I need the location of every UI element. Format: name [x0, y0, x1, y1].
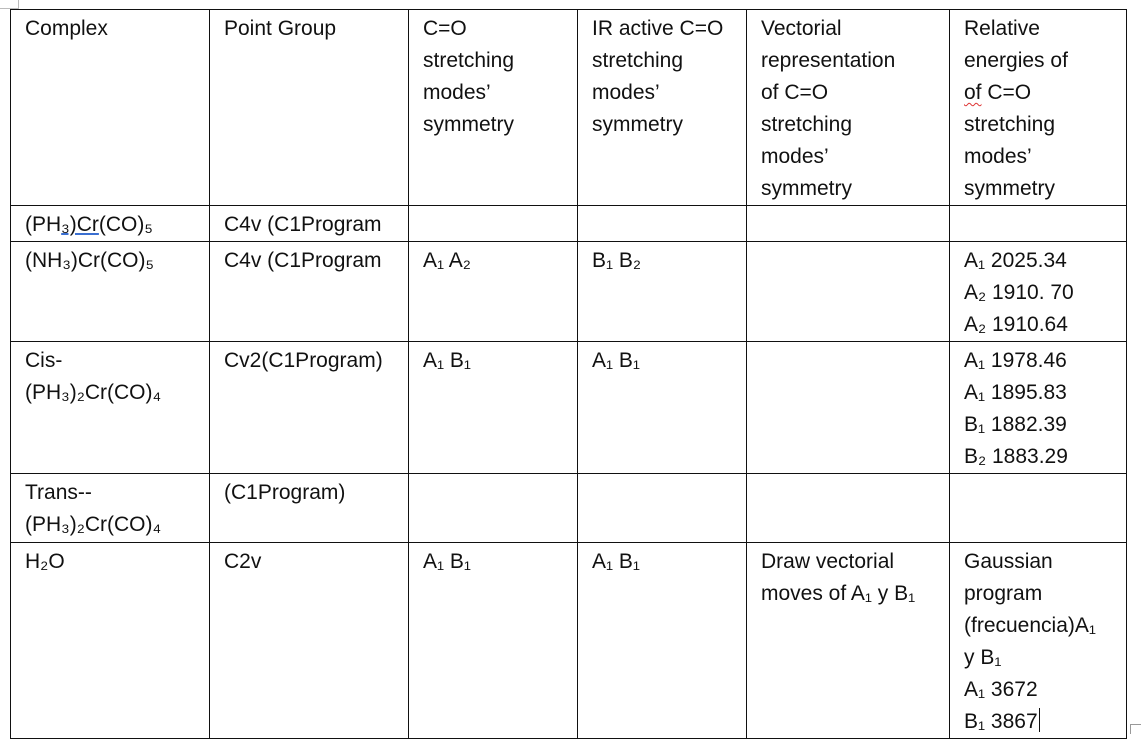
point-group-text: (C1Program)	[224, 481, 346, 504]
header-vec-line-3: of C=O	[761, 81, 829, 104]
cell-point-group[interactable]	[210, 242, 409, 342]
cell-ir-active[interactable]	[578, 474, 747, 543]
cell-ir-active[interactable]	[578, 242, 747, 342]
energy-line: A₁ 3672	[964, 678, 1038, 701]
table-row	[11, 543, 1127, 739]
complex-part-b-underlined: ₃)Cr	[61, 213, 99, 236]
complex-text: (NH₃)Cr(CO)₅	[25, 249, 154, 272]
cell-ir-active[interactable]	[578, 543, 747, 739]
cell-co-symmetry[interactable]	[409, 543, 578, 739]
header-rel-line-3	[964, 77, 1114, 109]
header-vec-line-6: symmetry	[761, 177, 852, 200]
complex-text: (PH₃)₂Cr(CO)₄	[25, 381, 162, 404]
header-row	[11, 10, 1127, 206]
complex-text: H₂O	[25, 550, 65, 573]
header-ir-active[interactable]	[578, 10, 747, 206]
spellcheck-of: of	[964, 81, 982, 104]
cell-complex[interactable]	[11, 242, 210, 342]
complex-part-a: (PH	[25, 213, 62, 236]
header-co-line-1: C=O	[423, 17, 467, 40]
complex-text	[25, 209, 197, 241]
table-row	[11, 242, 1127, 342]
energy-line: Gaussian	[964, 550, 1053, 573]
co-symmetry-text: A₁ B₁	[423, 349, 472, 372]
header-co-line-4: symmetry	[423, 113, 514, 136]
header-vec-line-4: stretching	[761, 113, 853, 136]
ir-active-text: B₁ B₂	[592, 249, 642, 272]
header-point-group-text: Point Group	[224, 17, 337, 40]
point-group-text: C4v (C1Program	[224, 213, 382, 236]
cell-relative-energies[interactable]	[950, 242, 1127, 342]
energy-line: B₁ 1882.39	[964, 413, 1067, 436]
header-ir-line-4: symmetry	[592, 113, 683, 136]
cell-co-symmetry[interactable]	[409, 342, 578, 474]
cell-vectorial[interactable]	[747, 342, 950, 474]
vectorial-text: Draw vectorial	[761, 550, 895, 573]
energy-line-with-caret	[964, 706, 1114, 738]
header-complex[interactable]	[11, 10, 210, 206]
cell-co-symmetry[interactable]	[409, 242, 578, 342]
table-row	[11, 474, 1127, 543]
energy-line: A₁ 2025.34	[964, 249, 1067, 272]
header-ir-line-3: modes’	[592, 81, 660, 104]
cell-co-symmetry[interactable]	[409, 206, 578, 242]
energy-line: y B₁	[964, 646, 1002, 669]
point-group-text: C4v (C1Program	[224, 249, 382, 272]
cell-relative-energies[interactable]	[950, 543, 1127, 739]
cell-co-symmetry[interactable]	[409, 474, 578, 543]
vectorial-text: moves of A₁ y B₁	[761, 582, 916, 605]
energy-line: B₂ 1883.29	[964, 445, 1068, 468]
complex-text: (PH₃)₂Cr(CO)₄	[25, 513, 162, 536]
point-group-text: C2v	[224, 550, 262, 573]
table-row	[11, 206, 1127, 242]
header-rel-line-2: energies of	[964, 49, 1068, 72]
complex-part-c: (CO)₅	[98, 213, 153, 236]
cell-point-group[interactable]	[210, 206, 409, 242]
header-rel-line-4: stretching	[964, 113, 1056, 136]
energy-line: program	[964, 582, 1043, 605]
header-rel-line-1: Relative	[964, 17, 1040, 40]
header-ir-line-2: stretching	[592, 49, 684, 72]
energy-line: A₁ 1978.46	[964, 349, 1067, 372]
complex-text: Cis-	[25, 349, 63, 372]
energy-line: A₂ 1910.64	[964, 313, 1068, 336]
header-point-group[interactable]	[210, 10, 409, 206]
cell-vectorial[interactable]	[747, 474, 950, 543]
point-group-text: Cv2(C1Program)	[224, 349, 383, 372]
header-rel-line-6: symmetry	[964, 177, 1055, 200]
header-co-symmetry[interactable]	[409, 10, 578, 206]
co-symmetry-text: A₁ B₁	[423, 550, 472, 573]
cell-point-group[interactable]	[210, 474, 409, 543]
energy-line: (frecuencia)A₁	[964, 614, 1096, 637]
table-resize-handle[interactable]	[1130, 724, 1141, 734]
header-rel-line-5: modes’	[964, 145, 1032, 168]
cell-relative-energies[interactable]	[950, 206, 1127, 242]
energy-line: A₁ 1895.83	[964, 381, 1067, 404]
header-vec-line-5: modes’	[761, 145, 829, 168]
ir-active-text: A₁ B₁	[592, 550, 641, 573]
cell-ir-active[interactable]	[578, 342, 747, 474]
page-corner-mark	[0, 0, 19, 9]
text-cursor	[1039, 708, 1041, 732]
cell-relative-energies[interactable]	[950, 342, 1127, 474]
cell-complex[interactable]	[11, 342, 210, 474]
cell-point-group[interactable]	[210, 342, 409, 474]
header-co-line-2: stretching	[423, 49, 515, 72]
cell-vectorial[interactable]	[747, 206, 950, 242]
header-co-line-3: modes’	[423, 81, 491, 104]
cell-complex[interactable]	[11, 206, 210, 242]
symmetry-table	[10, 9, 1127, 739]
cell-complex[interactable]	[11, 543, 210, 739]
co-symmetry-text: A₁ A₂	[423, 249, 471, 272]
header-vec-line-1: Vectorial	[761, 17, 842, 40]
header-rel-co: C=O	[981, 81, 1032, 104]
cell-complex[interactable]	[11, 474, 210, 543]
header-relative-energies[interactable]	[950, 10, 1127, 206]
energy-line: B₁ 3867	[964, 710, 1038, 733]
energy-line: A₂ 1910. 70	[964, 281, 1074, 304]
header-ir-line-1: IR active C=O	[592, 17, 724, 40]
table-row	[11, 342, 1127, 474]
cell-relative-energies[interactable]	[950, 474, 1127, 543]
cell-ir-active[interactable]	[578, 206, 747, 242]
header-vec-line-2: representation	[761, 49, 896, 72]
cell-point-group[interactable]	[210, 543, 409, 739]
header-vectorial[interactable]	[747, 10, 950, 206]
cell-vectorial[interactable]	[747, 242, 950, 342]
complex-text: Trans--	[25, 481, 92, 504]
header-complex-text: Complex	[25, 17, 108, 40]
ir-active-text: A₁ B₁	[592, 349, 641, 372]
cell-vectorial[interactable]	[747, 543, 950, 739]
